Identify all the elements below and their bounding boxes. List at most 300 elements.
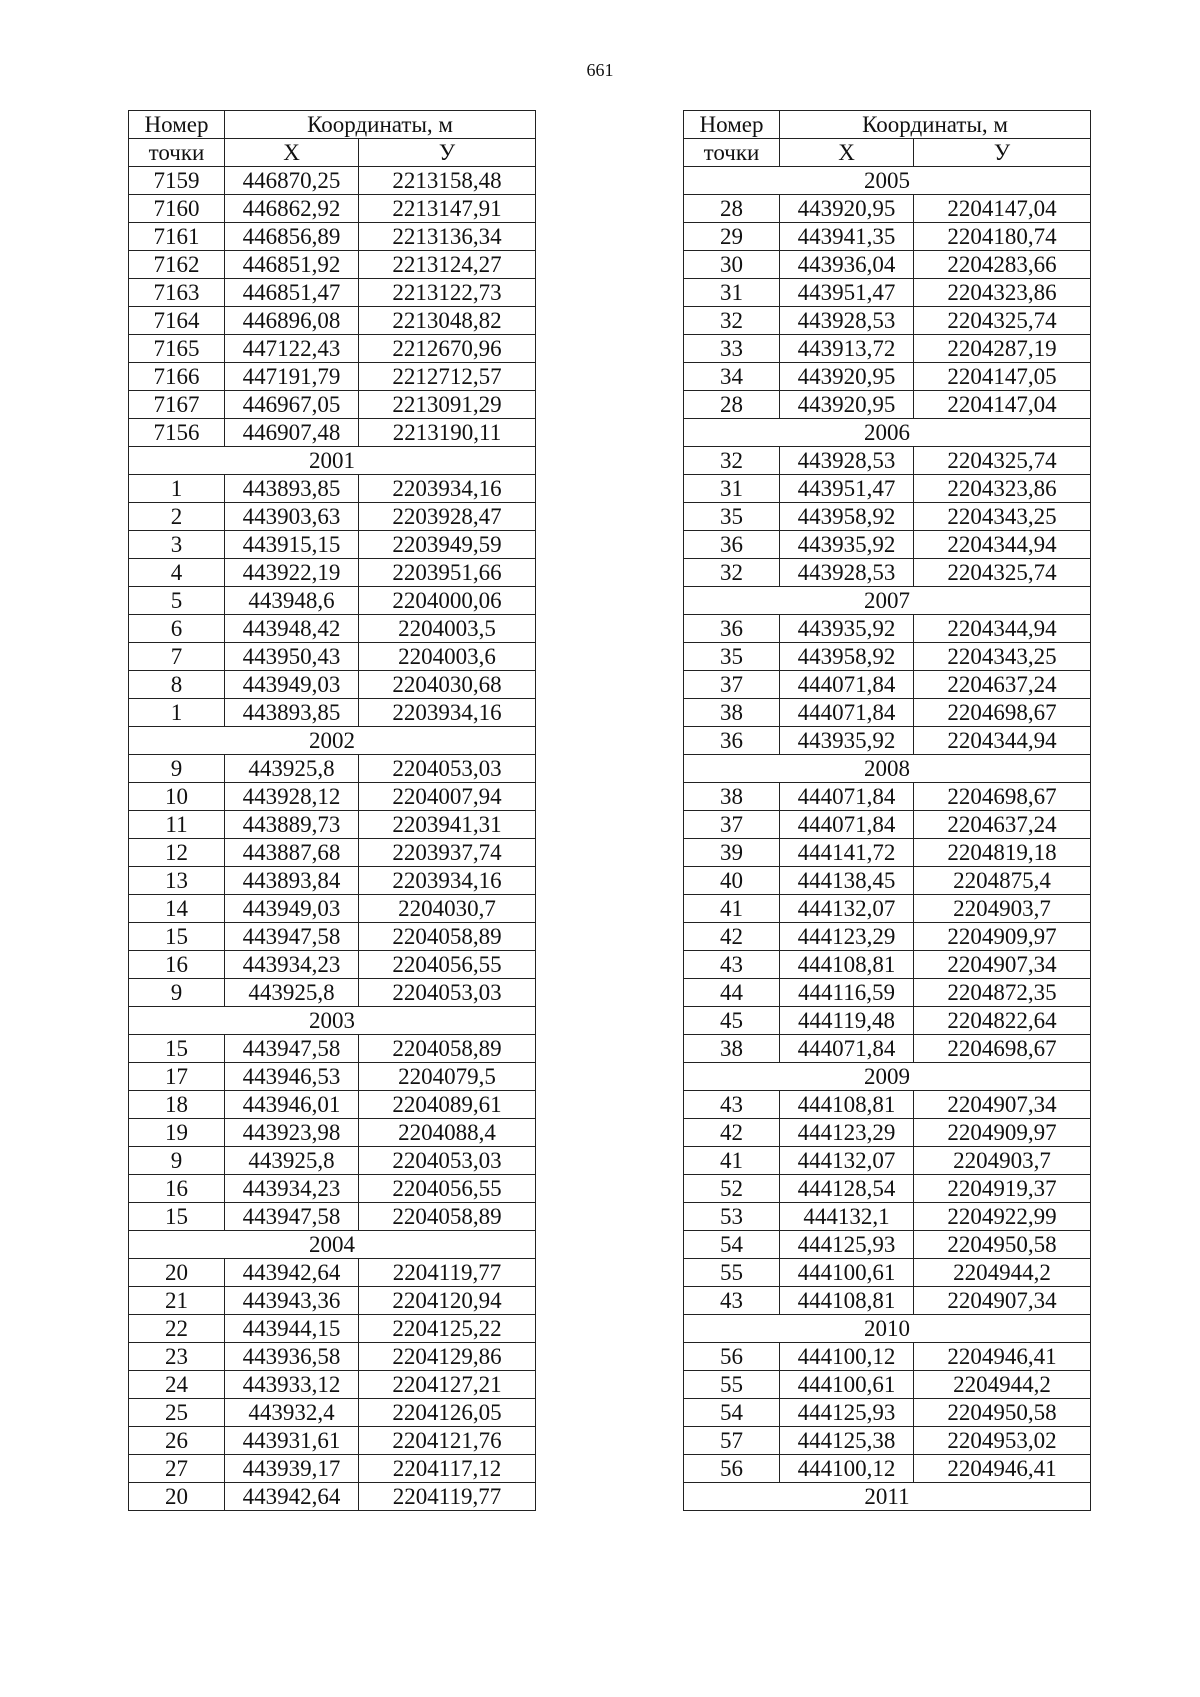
- y-coordinate-cell: 2204344,94: [914, 531, 1091, 559]
- point-number-cell: 13: [129, 867, 225, 895]
- table-row: [129, 223, 536, 251]
- point-number-cell: 23: [129, 1343, 225, 1371]
- y-coordinate-cell: 2204946,41: [914, 1343, 1091, 1371]
- y-coordinate-cell: 2204950,58: [914, 1399, 1091, 1427]
- y-coordinate-cell: 2204819,18: [914, 839, 1091, 867]
- point-number-cell: 41: [684, 895, 780, 923]
- x-coordinate-cell: 443948,6: [225, 587, 359, 615]
- x-coordinate-cell: 443913,72: [780, 335, 914, 363]
- table-row: [684, 1427, 1091, 1455]
- point-number-cell: 28: [684, 195, 780, 223]
- x-coordinate-cell: 443958,92: [780, 503, 914, 531]
- y-coordinate-cell: 2204922,99: [914, 1203, 1091, 1231]
- point-number-cell: 40: [684, 867, 780, 895]
- point-number-cell: 4: [129, 559, 225, 587]
- y-coordinate-cell: 2204323,86: [914, 475, 1091, 503]
- x-coordinate-cell: 443915,15: [225, 531, 359, 559]
- table-row: [129, 895, 536, 923]
- point-number-cell: 24: [129, 1371, 225, 1399]
- table-row: [129, 783, 536, 811]
- point-number-cell: 38: [684, 1035, 780, 1063]
- x-coordinate-cell: 446856,89: [225, 223, 359, 251]
- point-number-cell: 32: [684, 559, 780, 587]
- table-row: [684, 1091, 1091, 1119]
- point-number-cell: 27: [129, 1455, 225, 1483]
- table-row: [684, 1035, 1091, 1063]
- x-coordinate-cell: 443948,42: [225, 615, 359, 643]
- y-coordinate-cell: 2203941,31: [359, 811, 536, 839]
- table-row: [129, 1035, 536, 1063]
- point-number-cell: 21: [129, 1287, 225, 1315]
- x-coordinate-cell: 446851,47: [225, 279, 359, 307]
- x-coordinate-cell: 443887,68: [225, 839, 359, 867]
- x-coordinate-cell: 443951,47: [780, 279, 914, 307]
- y-coordinate-cell: 2204180,74: [914, 223, 1091, 251]
- y-coordinate-cell: 2204903,7: [914, 1147, 1091, 1175]
- point-number-cell: 7162: [129, 251, 225, 279]
- y-coordinate-cell: 2203928,47: [359, 503, 536, 531]
- table-row: [129, 1483, 536, 1511]
- y-coordinate-cell: 2204698,67: [914, 699, 1091, 727]
- table-row: [129, 1455, 536, 1483]
- table-row: [129, 1063, 536, 1091]
- table-row: [684, 699, 1091, 727]
- x-coordinate-cell: 444128,54: [780, 1175, 914, 1203]
- table-row: [684, 195, 1091, 223]
- y-coordinate-cell: 2204907,34: [914, 1287, 1091, 1315]
- table-row: [129, 391, 536, 419]
- page-number: 661: [586, 60, 614, 80]
- y-coordinate-cell: 2204007,94: [359, 783, 536, 811]
- y-coordinate-cell: 2204088,4: [359, 1119, 536, 1147]
- point-number-cell: 45: [684, 1007, 780, 1035]
- point-number-cell: 42: [684, 1119, 780, 1147]
- point-number-cell: 7: [129, 643, 225, 671]
- y-coordinate-cell: 2204053,03: [359, 979, 536, 1007]
- section-label: 2008: [684, 755, 1091, 783]
- table-row: [129, 951, 536, 979]
- table-row: [684, 979, 1091, 1007]
- point-number-cell: 25: [129, 1399, 225, 1427]
- y-coordinate-cell: 2204637,24: [914, 811, 1091, 839]
- table-row: [129, 811, 536, 839]
- section-label: 2009: [684, 1063, 1091, 1091]
- table-row: [684, 1119, 1091, 1147]
- section-row: [129, 447, 536, 475]
- table-row: [684, 1399, 1091, 1427]
- table-row: [129, 1399, 536, 1427]
- y-header: У: [914, 139, 1091, 167]
- x-coordinate-cell: 443950,43: [225, 643, 359, 671]
- y-coordinate-cell: 2204919,37: [914, 1175, 1091, 1203]
- point-number-cell: 7166: [129, 363, 225, 391]
- table-row: [129, 923, 536, 951]
- x-coordinate-cell: 443928,53: [780, 307, 914, 335]
- x-coordinate-cell: 444132,07: [780, 895, 914, 923]
- x-coordinate-cell: 443947,58: [225, 923, 359, 951]
- point-number-cell: 32: [684, 307, 780, 335]
- y-coordinate-cell: 2204120,94: [359, 1287, 536, 1315]
- x-coordinate-cell: 443893,84: [225, 867, 359, 895]
- y-coordinate-cell: 2204323,86: [914, 279, 1091, 307]
- table-row: [129, 307, 536, 335]
- point-number-cell: 1: [129, 475, 225, 503]
- x-coordinate-cell: 446851,92: [225, 251, 359, 279]
- point-number-header-line2: точки: [684, 139, 780, 167]
- x-coordinate-cell: 443920,95: [780, 195, 914, 223]
- x-coordinate-cell: 444108,81: [780, 951, 914, 979]
- point-number-cell: 32: [684, 447, 780, 475]
- x-coordinate-cell: 443941,35: [780, 223, 914, 251]
- y-coordinate-cell: 2204089,61: [359, 1091, 536, 1119]
- section-label: 2004: [129, 1231, 536, 1259]
- point-number-cell: 56: [684, 1343, 780, 1371]
- table-row: [129, 979, 536, 1007]
- table-row: [129, 1343, 536, 1371]
- x-coordinate-cell: 444125,93: [780, 1231, 914, 1259]
- point-number-cell: 7159: [129, 167, 225, 195]
- table-row: [129, 279, 536, 307]
- point-number-cell: 19: [129, 1119, 225, 1147]
- point-number-cell: 9: [129, 755, 225, 783]
- table-row: [129, 559, 536, 587]
- point-number-cell: 20: [129, 1483, 225, 1511]
- y-coordinate-cell: 2213091,29: [359, 391, 536, 419]
- table-row: [684, 727, 1091, 755]
- table-row: [684, 251, 1091, 279]
- y-coordinate-cell: 2212670,96: [359, 335, 536, 363]
- table-row: [684, 895, 1091, 923]
- x-coordinate-cell: 444138,45: [780, 867, 914, 895]
- x-coordinate-cell: 443889,73: [225, 811, 359, 839]
- y-coordinate-cell: 2213147,91: [359, 195, 536, 223]
- point-number-cell: 44: [684, 979, 780, 1007]
- table-row: [684, 671, 1091, 699]
- x-coordinate-cell: 447122,43: [225, 335, 359, 363]
- x-coordinate-cell: 444100,61: [780, 1371, 914, 1399]
- x-coordinate-cell: 443947,58: [225, 1035, 359, 1063]
- table-row: [129, 671, 536, 699]
- point-number-cell: 22: [129, 1315, 225, 1343]
- table-row: [129, 335, 536, 363]
- table-row: [129, 1371, 536, 1399]
- x-coordinate-cell: 443958,92: [780, 643, 914, 671]
- table-row: [684, 223, 1091, 251]
- y-coordinate-cell: 2204121,76: [359, 1427, 536, 1455]
- table-row: [684, 951, 1091, 979]
- section-row: [129, 1231, 536, 1259]
- point-number-cell: 54: [684, 1231, 780, 1259]
- x-coordinate-cell: 447191,79: [225, 363, 359, 391]
- x-coordinate-cell: 444125,38: [780, 1427, 914, 1455]
- y-coordinate-cell: 2204944,2: [914, 1259, 1091, 1287]
- y-coordinate-cell: 2204946,41: [914, 1455, 1091, 1483]
- table-row: [684, 643, 1091, 671]
- point-number-cell: 34: [684, 363, 780, 391]
- point-number-cell: 37: [684, 671, 780, 699]
- table-row: [129, 867, 536, 895]
- point-number-cell: 31: [684, 475, 780, 503]
- point-number-cell: 57: [684, 1427, 780, 1455]
- table-row: [684, 475, 1091, 503]
- y-coordinate-cell: 2213136,34: [359, 223, 536, 251]
- x-coordinate-cell: 446896,08: [225, 307, 359, 335]
- x-coordinate-cell: 444108,81: [780, 1091, 914, 1119]
- section-label: 2011: [684, 1483, 1091, 1511]
- point-number-cell: 31: [684, 279, 780, 307]
- section-label: 2010: [684, 1315, 1091, 1343]
- point-number-cell: 41: [684, 1147, 780, 1175]
- table-row: [684, 1287, 1091, 1315]
- y-coordinate-cell: 2213190,11: [359, 419, 536, 447]
- x-coordinate-cell: 443928,12: [225, 783, 359, 811]
- point-number-cell: 43: [684, 1091, 780, 1119]
- point-number-cell: 6: [129, 615, 225, 643]
- point-number-cell: 20: [129, 1259, 225, 1287]
- table-row: [129, 1091, 536, 1119]
- x-coordinate-cell: 443920,95: [780, 391, 914, 419]
- coordinates-table-right: [683, 110, 1091, 1511]
- table-row: [684, 1259, 1091, 1287]
- y-coordinate-cell: 2213124,27: [359, 251, 536, 279]
- x-coordinate-cell: 443931,61: [225, 1427, 359, 1455]
- x-coordinate-cell: 444123,29: [780, 1119, 914, 1147]
- point-number-cell: 35: [684, 643, 780, 671]
- table-row: [684, 307, 1091, 335]
- point-number-cell: 28: [684, 391, 780, 419]
- x-coordinate-cell: 443934,23: [225, 951, 359, 979]
- x-coordinate-cell: 443928,53: [780, 559, 914, 587]
- y-coordinate-cell: 2203934,16: [359, 475, 536, 503]
- y-coordinate-cell: 2204119,77: [359, 1483, 536, 1511]
- y-coordinate-cell: 2203949,59: [359, 531, 536, 559]
- x-header: X: [780, 139, 914, 167]
- y-coordinate-cell: 2204058,89: [359, 1035, 536, 1063]
- table-row: [684, 1007, 1091, 1035]
- point-number-cell: 56: [684, 1455, 780, 1483]
- y-coordinate-cell: 2204058,89: [359, 1203, 536, 1231]
- y-coordinate-cell: 2204147,05: [914, 363, 1091, 391]
- point-number-cell: 36: [684, 531, 780, 559]
- point-number-cell: 26: [129, 1427, 225, 1455]
- table-row: [129, 251, 536, 279]
- x-coordinate-cell: 444141,72: [780, 839, 914, 867]
- point-number-cell: 5: [129, 587, 225, 615]
- table-row: [129, 1175, 536, 1203]
- table-body-right: [684, 167, 1091, 1511]
- coordinates-table-left: [128, 110, 536, 1511]
- x-coordinate-cell: 444119,48: [780, 1007, 914, 1035]
- point-number-cell: 10: [129, 783, 225, 811]
- point-number-cell: 9: [129, 1147, 225, 1175]
- table-row: [684, 335, 1091, 363]
- x-coordinate-cell: 444100,61: [780, 1259, 914, 1287]
- table-row: [684, 615, 1091, 643]
- x-coordinate-cell: 443932,4: [225, 1399, 359, 1427]
- x-coordinate-cell: 443942,64: [225, 1259, 359, 1287]
- table-row: [129, 195, 536, 223]
- y-coordinate-cell: 2204125,22: [359, 1315, 536, 1343]
- table-row: [129, 587, 536, 615]
- x-coordinate-cell: 444108,81: [780, 1287, 914, 1315]
- y-coordinate-cell: 2204343,25: [914, 643, 1091, 671]
- point-number-cell: 29: [684, 223, 780, 251]
- section-row: [684, 755, 1091, 783]
- section-label: 2007: [684, 587, 1091, 615]
- y-coordinate-cell: 2204344,94: [914, 727, 1091, 755]
- point-number-header: [684, 111, 780, 139]
- section-label: 2003: [129, 1007, 536, 1035]
- y-coordinate-cell: 2204325,74: [914, 559, 1091, 587]
- x-coordinate-cell: 443946,01: [225, 1091, 359, 1119]
- table-row: [129, 167, 536, 195]
- table-row: [684, 447, 1091, 475]
- point-number-cell: 55: [684, 1259, 780, 1287]
- point-number-cell: 9: [129, 979, 225, 1007]
- x-coordinate-cell: 443939,17: [225, 1455, 359, 1483]
- x-coordinate-cell: 443936,04: [780, 251, 914, 279]
- x-coordinate-cell: 443935,92: [780, 531, 914, 559]
- table-row: [129, 1259, 536, 1287]
- point-number-cell: 39: [684, 839, 780, 867]
- point-number-cell: 15: [129, 923, 225, 951]
- x-coordinate-cell: 446862,92: [225, 195, 359, 223]
- y-coordinate-cell: 2212712,57: [359, 363, 536, 391]
- section-row: [129, 1007, 536, 1035]
- section-row: [684, 1315, 1091, 1343]
- y-coordinate-cell: 2204117,12: [359, 1455, 536, 1483]
- coordinates-header: Координаты, м: [780, 111, 1091, 139]
- section-label: 2006: [684, 419, 1091, 447]
- x-coordinate-cell: 443925,8: [225, 755, 359, 783]
- x-coordinate-cell: 444116,59: [780, 979, 914, 1007]
- table-row: [684, 1147, 1091, 1175]
- y-coordinate-cell: 2203934,16: [359, 699, 536, 727]
- y-coordinate-cell: 2203934,16: [359, 867, 536, 895]
- x-coordinate-cell: 443923,98: [225, 1119, 359, 1147]
- x-coordinate-cell: 443946,53: [225, 1063, 359, 1091]
- point-number-cell: 53: [684, 1203, 780, 1231]
- x-coordinate-cell: 444132,07: [780, 1147, 914, 1175]
- x-coordinate-cell: 443935,92: [780, 727, 914, 755]
- point-number-cell: 14: [129, 895, 225, 923]
- y-coordinate-cell: 2204147,04: [914, 195, 1091, 223]
- table-row: [129, 1147, 536, 1175]
- point-number-cell: 16: [129, 1175, 225, 1203]
- point-number-cell: 43: [684, 1287, 780, 1315]
- y-coordinate-cell: 2204325,74: [914, 447, 1091, 475]
- table-row: [129, 755, 536, 783]
- table-row: [129, 1287, 536, 1315]
- x-coordinate-cell: 443949,03: [225, 671, 359, 699]
- y-coordinate-cell: 2204283,66: [914, 251, 1091, 279]
- x-coordinate-cell: 443934,23: [225, 1175, 359, 1203]
- y-coordinate-cell: 2213122,73: [359, 279, 536, 307]
- y-coordinate-cell: 2204056,55: [359, 1175, 536, 1203]
- point-number-cell: 17: [129, 1063, 225, 1091]
- x-coordinate-cell: 444071,84: [780, 811, 914, 839]
- table-row: [129, 615, 536, 643]
- point-number-cell: 37: [684, 811, 780, 839]
- y-coordinate-cell: 2213158,48: [359, 167, 536, 195]
- y-coordinate-cell: 2204909,97: [914, 1119, 1091, 1147]
- table-row: [684, 1175, 1091, 1203]
- y-coordinate-cell: 2204147,04: [914, 391, 1091, 419]
- section-row: [129, 727, 536, 755]
- x-coordinate-cell: 446870,25: [225, 167, 359, 195]
- table-row: [684, 1203, 1091, 1231]
- point-number-cell: 2: [129, 503, 225, 531]
- y-coordinate-cell: 2204003,6: [359, 643, 536, 671]
- table-row: [129, 1427, 536, 1455]
- y-coordinate-cell: 2204953,02: [914, 1427, 1091, 1455]
- table-row: [684, 1371, 1091, 1399]
- table-row: [684, 559, 1091, 587]
- table-row: [684, 867, 1091, 895]
- x-coordinate-cell: 444100,12: [780, 1343, 914, 1371]
- point-number-header: [129, 111, 225, 139]
- table-row: [129, 363, 536, 391]
- x-coordinate-cell: 446967,05: [225, 391, 359, 419]
- point-number-cell: 7163: [129, 279, 225, 307]
- x-coordinate-cell: 443935,92: [780, 615, 914, 643]
- table-row: [684, 279, 1091, 307]
- x-coordinate-cell: 443951,47: [780, 475, 914, 503]
- x-coordinate-cell: 443944,15: [225, 1315, 359, 1343]
- table-row: [129, 419, 536, 447]
- point-number-cell: 16: [129, 951, 225, 979]
- x-coordinate-cell: 443942,64: [225, 1483, 359, 1511]
- table-row: [129, 643, 536, 671]
- point-number-cell: 11: [129, 811, 225, 839]
- y-coordinate-cell: 2204079,5: [359, 1063, 536, 1091]
- y-coordinate-cell: 2204698,67: [914, 1035, 1091, 1063]
- x-coordinate-cell: 443922,19: [225, 559, 359, 587]
- point-number-header-line2: точки: [129, 139, 225, 167]
- x-coordinate-cell: 446907,48: [225, 419, 359, 447]
- point-number-cell: 18: [129, 1091, 225, 1119]
- y-coordinate-cell: 2204030,7: [359, 895, 536, 923]
- table-row: [684, 839, 1091, 867]
- y-coordinate-cell: 2204119,77: [359, 1259, 536, 1287]
- table-row: [129, 839, 536, 867]
- y-coordinate-cell: 2204907,34: [914, 951, 1091, 979]
- point-number-header-line1: Номер: [144, 112, 209, 137]
- x-coordinate-cell: 443893,85: [225, 475, 359, 503]
- y-coordinate-cell: 2204909,97: [914, 923, 1091, 951]
- y-coordinate-cell: 2204872,35: [914, 979, 1091, 1007]
- y-coordinate-cell: 2204000,06: [359, 587, 536, 615]
- point-number-cell: 7156: [129, 419, 225, 447]
- table-row: [129, 503, 536, 531]
- x-coordinate-cell: 443933,12: [225, 1371, 359, 1399]
- x-coordinate-cell: 444100,12: [780, 1455, 914, 1483]
- y-coordinate-cell: 2204003,5: [359, 615, 536, 643]
- point-number-cell: 38: [684, 783, 780, 811]
- table-row: [684, 783, 1091, 811]
- table-row: [684, 503, 1091, 531]
- y-coordinate-cell: 2204053,03: [359, 1147, 536, 1175]
- y-coordinate-cell: 2204944,2: [914, 1371, 1091, 1399]
- y-coordinate-cell: 2204287,19: [914, 335, 1091, 363]
- table-row: [684, 531, 1091, 559]
- y-coordinate-cell: 2204343,25: [914, 503, 1091, 531]
- point-number-header-line1: Номер: [699, 112, 764, 137]
- table-row: [684, 363, 1091, 391]
- table-row: [129, 1119, 536, 1147]
- section-label: 2001: [129, 447, 536, 475]
- table-row: [129, 1315, 536, 1343]
